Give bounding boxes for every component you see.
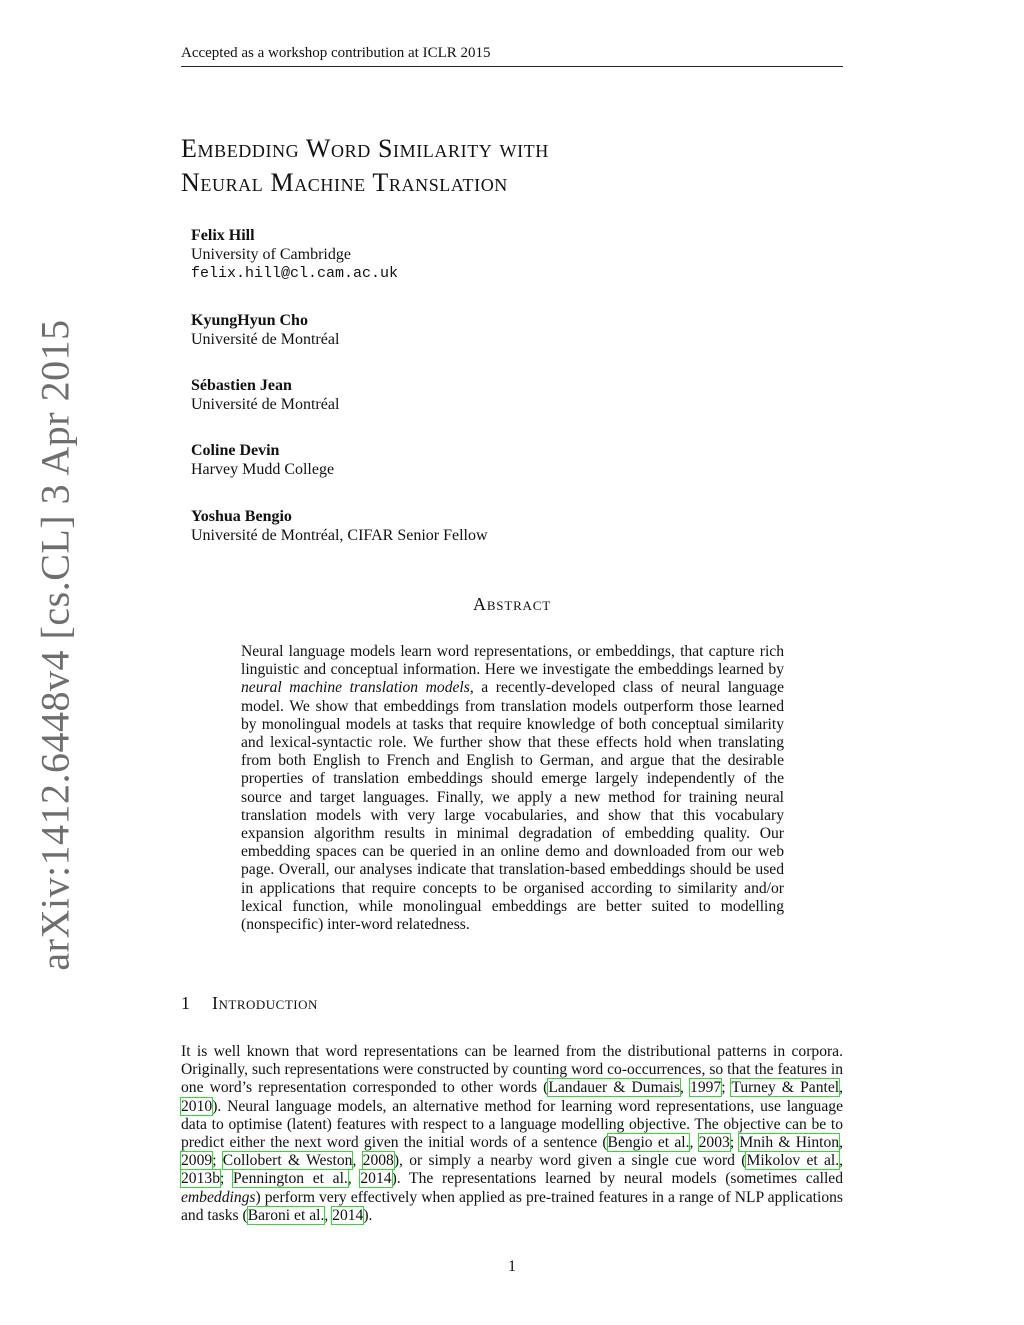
author-affiliation: Université de Montréal — [191, 396, 340, 413]
citation-link[interactable]: 2008 — [362, 1152, 394, 1170]
author-name: KyungHyun Cho — [191, 312, 308, 329]
intro-text: , — [839, 1152, 844, 1170]
citation-link[interactable]: Mikolov et al. — [746, 1152, 840, 1170]
author-affiliation: University of Cambridge — [191, 246, 351, 263]
intro-text: , — [839, 1134, 844, 1152]
author-name: Coline Devin — [191, 442, 280, 459]
author-name: Felix Hill — [191, 227, 255, 244]
citation-link[interactable]: 2014 — [360, 1170, 392, 1188]
citation-link[interactable]: 2014 — [332, 1206, 364, 1224]
paper-title — [181, 132, 843, 200]
citation-link[interactable]: Bengio et al. — [607, 1134, 690, 1152]
citation-link[interactable]: 2013b — [181, 1170, 220, 1188]
author-block — [191, 441, 791, 479]
intro-text: ; — [219, 1170, 233, 1188]
abstract-text-part: , a recently-developed class of neural language model. We show that embeddings from translation models outperform those learned by monolingual models at tasks that require knowledge of both conceptual similarity and lexical-syntactic role. We further show that these effects hold when translating from both English to French and English to German, and argue that the desirable properties of translation embeddings should emerge largely independently of the source and target languages. Finally, we apply a new method for training neural translation models with very large vocabularies, and show that this vocabulary expansion algorithm results in minimal degradation of embedding quality. Our embedding spaces can be queried in an online demo and downloaded from our web page. Overall, our analyses indicate that translation-based embeddings should be used in applications that require concepts to be organised according to similarity and/or lexical function, while monolingual embeddings are better suited to modelling (nonspecific) inter-word relatedness. — [241, 679, 784, 934]
conference-header: Accepted as a workshop contribution at ICLR 2015 — [181, 44, 843, 67]
intro-text: ). The representations learned by neural models (sometimes called — [391, 1170, 844, 1188]
author-block — [191, 376, 791, 414]
intro-text: ). Neural language models, an alternative method for learning word representations, use language data to optimise (latent) features with respect to a language modelling objective. The objective can be to predict either the next word given the initial words of a sentence ( — [181, 1097, 843, 1152]
intro-text: ; — [721, 1079, 732, 1097]
intro-text: ; — [212, 1152, 223, 1170]
intro-text: ; — [729, 1134, 740, 1152]
intro-text: , — [324, 1206, 333, 1224]
intro-emphasis: embeddings — [181, 1188, 256, 1206]
citation-link[interactable]: Collobert & Weston — [222, 1152, 353, 1170]
citation-link[interactable]: Baroni et al. — [247, 1206, 325, 1224]
page-number: 1 — [508, 1258, 516, 1275]
author-affiliation: Harvey Mudd College — [191, 461, 335, 478]
abstract-emphasis: neural machine translation models — [241, 679, 470, 697]
author-name: Yoshua Bengio — [191, 508, 292, 525]
citation-link[interactable]: 2003 — [698, 1134, 730, 1152]
citation-link[interactable]: Mnih & Hinton — [739, 1134, 840, 1152]
intro-text: It is well known that word representations can be learned from the distributional patterns in corpora. Originally, such representations were constructed by counting word co-occurrences, so that the features in one word’s representation corresponded to other words ( — [181, 1043, 843, 1097]
author-block — [191, 311, 791, 349]
intro-text: , — [689, 1134, 699, 1152]
citation-link[interactable]: Pennington et al. — [233, 1170, 348, 1188]
citation-link[interactable]: 1997 — [690, 1079, 722, 1097]
title-line-1: Embedding Word Similarity with — [181, 134, 549, 163]
abstract-text — [241, 643, 784, 934]
abstract-heading: Abstract — [473, 594, 551, 614]
section-number: 1 — [181, 993, 191, 1013]
arxiv-identifier-stamp: arXiv:1412.6448v4 [cs.CL] 3 Apr 2015 — [32, 319, 78, 971]
introduction-paragraph — [181, 1043, 843, 1225]
intro-text: ), or simply a nearby word given a single cue word ( — [393, 1152, 747, 1170]
intro-text: ). — [363, 1206, 373, 1224]
author-affiliation: Université de Montréal, CIFAR Senior Fellow — [191, 527, 488, 544]
author-email: felix.hill@cl.cam.ac.uk — [191, 265, 399, 282]
intro-text: ) perform very effectively when applied as pre-trained features in a range of NLP applications and tasks ( — [181, 1188, 843, 1224]
author-block — [191, 226, 791, 283]
title-line-2: Neural Machine Translation — [181, 168, 508, 197]
section-title: Introduction — [212, 993, 318, 1013]
intro-text: , — [839, 1079, 844, 1097]
intro-text: , — [347, 1170, 361, 1188]
intro-text: , — [680, 1079, 691, 1097]
citation-link[interactable]: 2010 — [181, 1097, 213, 1115]
citation-link[interactable]: Landauer & Dumais — [548, 1079, 681, 1097]
section-heading-introduction — [181, 993, 843, 1014]
citation-link[interactable]: 2009 — [181, 1152, 213, 1170]
author-affiliation: Université de Montréal — [191, 331, 340, 348]
author-block — [191, 507, 791, 545]
abstract-text-part: Neural language models learn word representations, or embeddings, that capture rich linguistic and conceptual information. Here we investigate the embeddings learned by — [241, 643, 784, 679]
intro-text: , — [352, 1152, 363, 1170]
author-name: Sébastien Jean — [191, 377, 292, 394]
citation-link[interactable]: Turney & Pantel — [731, 1079, 840, 1097]
